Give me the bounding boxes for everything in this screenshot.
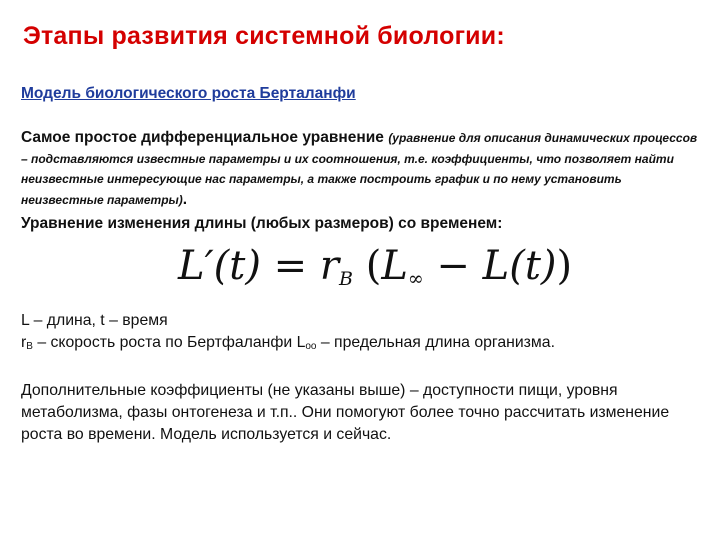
slide-title: Этапы развития системной биологии: <box>23 22 505 50</box>
formula-minus: − <box>436 243 470 289</box>
description-note: (уравнение для описания динамических процессов – подставляются известные параметры и их соотношения, т.е. коэффициенты, что позволяет найти неизвестные интересующие нас параметры, а также построить график и по нему установить неизвестные параметры) <box>21 131 698 207</box>
length-equation-heading: Уравнение изменения длины (любых размеров) со временем: <box>21 215 503 232</box>
description-main: Самое простое дифференциальное уравнение <box>21 129 384 146</box>
model-link[interactable]: Модель биологического роста Берталанфи <box>21 85 356 102</box>
formula-lhs: L′(t) <box>178 243 261 289</box>
additional-coefficients: Дополнительные коэффициенты (не указаны выше) – доступности пищи, уровня метаболизма, фазы онтогенеза и т.п.. Они помогуют более точно рассчитать изменение роста во времени. Модель используется и сейчас. <box>21 382 670 443</box>
bertalanffy-formula <box>178 238 573 294</box>
formula-linf: L <box>381 243 408 289</box>
formula-close-paren: ) <box>556 243 573 289</box>
linf-description: – предельная длина организма. <box>316 334 555 351</box>
rb-description: – скорость роста по Бертфаланфи L <box>32 334 306 351</box>
variable-definitions <box>21 310 711 446</box>
formula-equals: = <box>273 243 308 289</box>
description-end: . <box>182 190 188 208</box>
formula-linf-sub: ∞ <box>407 268 424 290</box>
rb-symbol: r <box>21 334 27 351</box>
linf-subscript: oo <box>305 341 317 352</box>
formula-open-paren: ( <box>365 243 382 289</box>
formula-r-sub: B <box>339 268 353 290</box>
definition-line-1: L – длина, t – время <box>21 312 168 329</box>
definition-line-2 <box>21 332 711 358</box>
equation-description <box>21 128 701 210</box>
formula-r: r <box>319 243 340 289</box>
rb-subscript: B <box>26 341 33 352</box>
formula-lt: L(t) <box>482 243 557 289</box>
spacer <box>21 358 711 380</box>
